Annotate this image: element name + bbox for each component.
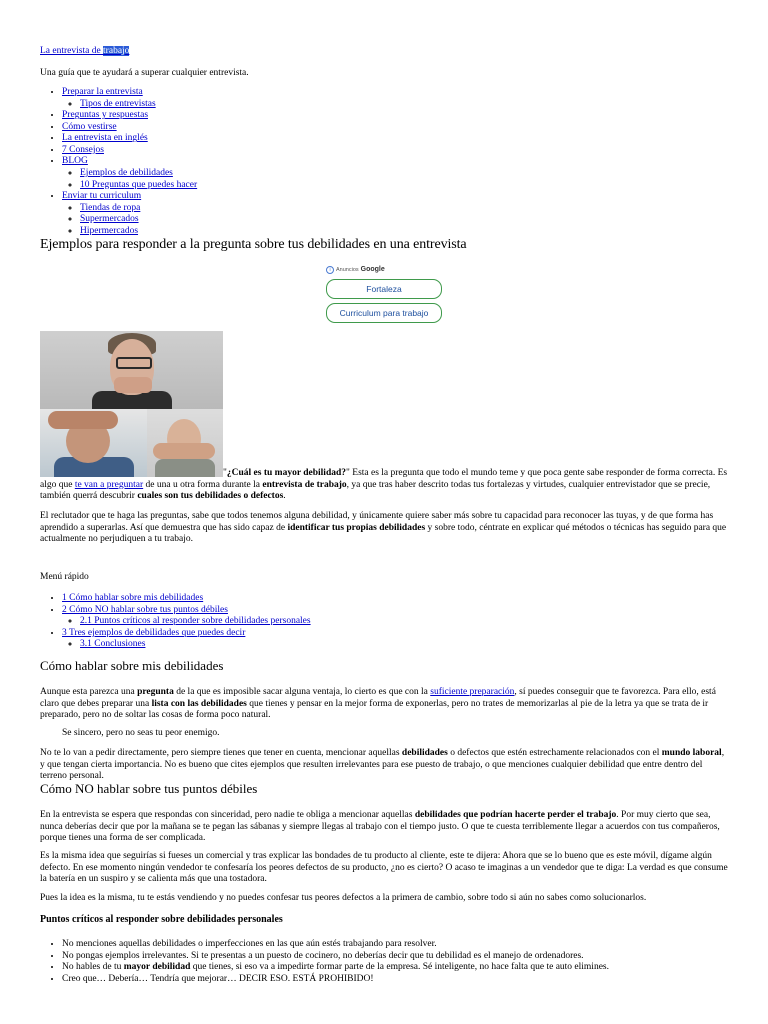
photo-man-worried (147, 409, 223, 477)
ad-button-curriculum[interactable]: Curriculum para trabajo (326, 303, 442, 323)
quick-menu-item-1[interactable]: • 1 Cómo hablar sobre mis debilidades (62, 593, 311, 605)
quick-menu-item-2-1[interactable]: ◦ 2.1 Puntos críticos al responder sobre debilidades personales (80, 616, 311, 628)
nav-item-preparar[interactable]: • Preparar la entrevista ◦ Tipos de entrevistas (62, 87, 197, 110)
quick-menu-item-3-1[interactable]: ◦ 3.1 Conclusiones (80, 639, 311, 651)
ads-header (326, 266, 442, 275)
nav-item-blog[interactable]: • BLOG ◦ Ejemplos de debilidades ◦ 10 Preguntas que puedes hacer (62, 156, 197, 191)
nav-subitem-tiendas[interactable]: ◦ Tiendas de ropa (80, 203, 197, 215)
section-1-paragraph-2: No te lo van a pedir directamente, pero siempre tienes que tener en cuenta, mencionar aquellas debilidades o defectos que estén estrechamente relacionados con el mundo laboral, y que tengan cierta importancia. No es bueno que cites ejemplos que resulten irrelevantes para ese puesto de trabajo, o que menciones cualquier debilidad que entre dentro del terreno personal. (40, 748, 725, 782)
article-title: Ejemplos para responder a la pregunta sobre tus debilidades en una entrevista (40, 237, 467, 252)
section-2-paragraph-2: Es la misma idea que seguirías si fueses un comercial y tras explicar las bondades de tu producto al cliente, este te dijera: Ahora que se lo bueno que es este móvil, dígame algún defecto. En ese momento ningún vendedor te confesaría los peores defectos de su producto, ¿no es cierto? O acaso te imaginas a un vendedor que te diga: La verdad es que consume la batería en un suspiro y se calienta más que una tostadora. (40, 851, 728, 885)
quick-menu (40, 593, 311, 651)
main-nav (40, 87, 197, 238)
section-2-paragraph-1: En la entrevista se espera que respondas con sinceridad, pero nadie te obliga a mencionar aquellas debilidades que podrían hacerte perder el trabajo. Por muy cierto que sea, nunca deberías decir que por la mañana se te pegan las sábanas y siempre llegas al trabajo con el tiempo justo. O que te cuesta terriblemente llegar a acuerdos con tus compañeros, porque tienes una forma de ser complicada. (40, 810, 720, 844)
nav-subitem-tipos[interactable]: ◦ Tipos de entrevistas (80, 99, 197, 111)
nav-item-consejos[interactable]: • 7 Consejos (62, 145, 197, 157)
google-logo: Google (360, 266, 385, 273)
quick-menu-item-3[interactable]: • 3 Tres ejemplos de debilidades que puedes decir ◦ 3.1 Conclusiones (62, 628, 311, 651)
section-1-quote: Se sincero, pero no seas tu peor enemigo. (62, 728, 220, 738)
nav-item-ingles[interactable]: • La entrevista en inglés (62, 133, 197, 145)
nav-subitem-hipermercados[interactable]: ◦ Hipermercados (80, 226, 197, 238)
site-title-link[interactable] (40, 46, 129, 58)
nav-item-curriculum[interactable]: • Enviar tu curriculum ◦ Tiendas de ropa ◦ Supermercados ◦ Hipermercados (62, 191, 197, 237)
info-icon[interactable]: i (326, 266, 334, 274)
section-2-heading: Cómo NO hablar sobre tus puntos débiles (40, 781, 258, 796)
link-te-van-a-preguntar[interactable]: te van a preguntar (74, 479, 144, 490)
intro-paragraph-1: "¿Cuál es tu mayor debilidad?" Esta es la pregunta que todo el mundo teme y que poca gente sabe responder de forma correcta. Es algo que te van a preguntar de una u otra forma durante la entrevista de trabajo, ya que tras haber descrito todas tus fortalezas y virtudes, cualquier entrevistador que se precie, también querrá descubrir cuales son tus debilidades o defectos. (40, 468, 728, 502)
nav-subitem-supermercados[interactable]: ◦ Supermercados (80, 214, 197, 226)
ads-label: Anuncios (336, 266, 359, 273)
list-item: • No menciones aquellas debilidades o imperfecciones en las que aún estés trabajando para resolver. (62, 939, 609, 951)
critical-points-list (40, 939, 609, 985)
nav-subitem-ejemplos[interactable]: ◦ Ejemplos de debilidades (80, 168, 197, 180)
nav-subitem-10-preguntas[interactable]: ◦ 10 Preguntas que puedes hacer (80, 180, 197, 192)
quick-menu-title: Menú rápido (40, 572, 89, 582)
nav-item-preguntas[interactable]: • Preguntas y respuestas (62, 110, 197, 122)
section-1-paragraph-1: Aunque esta parezca una pregunta de la que es imposible sacar alguna ventaja, lo cierto es que con la suficiente preparación, sí puedes conseguir que te favorezca. Para ello, está claro que debes preparar una lista con las debilidades que tienes y pensar en la mejor forma de exponerlas, pero no trates de memorizarlas al pie de la letra ya que se trata de ir preparado, pero no de soltar las cosas de forma poco natural. (40, 687, 716, 721)
ad-button-fortaleza[interactable]: Fortaleza (326, 279, 442, 299)
list-item: • Creo que… Debería… Tendría que mejorar… DECIR ESO. ESTÁ PROHIBIDO! (62, 974, 609, 986)
photo-man-head-in-hand (40, 409, 147, 477)
section-2-paragraph-3: Pues la idea es la misma, tu te estás vendiendo y no puedes confesar tus peores defectos a la primera de cambio, sobre todo si aún no sabes como solucionarlos. (40, 893, 647, 903)
section-1-heading: Cómo hablar sobre mis debilidades (40, 658, 224, 673)
site-tagline: Una guía que te ayudará a superar cualquier entrevista. (40, 68, 249, 78)
list-item: • No pongas ejemplos irrelevantes. Si te presentas a un puesto de cocinero, no deberías decir que tu debilidad es el manejo de ordenadores. (62, 951, 609, 963)
quick-menu-item-2[interactable]: • 2 Cómo NO hablar sobre tus puntos débiles ◦ 2.1 Puntos críticos al responder sobre debilidades personales (62, 605, 311, 628)
photo-man-biting-nails (40, 331, 223, 409)
list-item: • No hables de tu mayor debilidad que tienes, si eso va a impedirte formar parte de la empresa. Sé inteligente, no hace falta que te auto elimines. (62, 962, 609, 974)
nav-item-vestirse[interactable]: • Cómo vestirse (62, 122, 197, 134)
site-title: La entrevista de trabajo (40, 46, 130, 56)
link-suficiente-preparacion[interactable]: suficiente preparación (430, 687, 515, 697)
google-ads-block (326, 266, 442, 323)
section-2-subheading: Puntos críticos al responder sobre debilidades personales (40, 914, 283, 925)
stressed-people-image (40, 331, 223, 477)
site-title-highlight: trabajo (103, 46, 130, 56)
intro-paragraph-2: El reclutador que te haga las preguntas, sabe que todos tenemos alguna debilidad, y únicamente quiere saber más sobre tu capacidad para reconocer las tuyas, y de que forma has aprendido a superarlas. Así que demuestra que has sido capaz de identificar tus propias debilidades y sobre todo, céntrate en explicar qué métodos o técnicas has seguido para que actualmente no perjudiquen a tu trabajo. (40, 511, 727, 545)
